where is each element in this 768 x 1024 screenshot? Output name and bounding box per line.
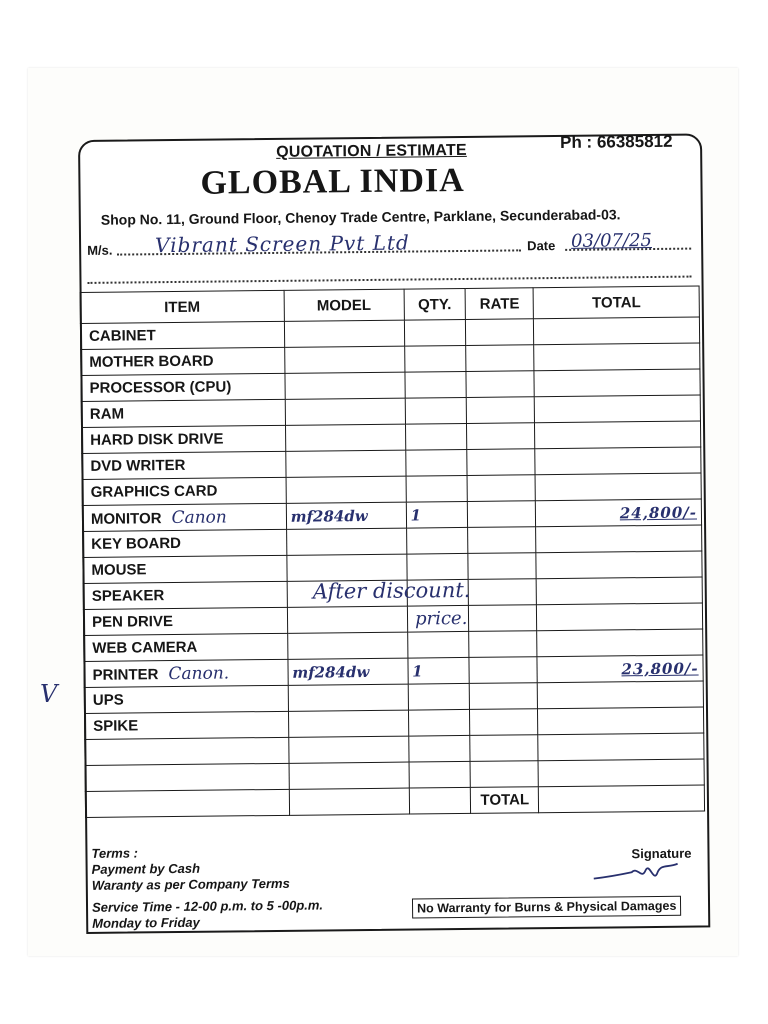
rate-cell bbox=[470, 709, 538, 736]
qty-cell bbox=[404, 345, 466, 372]
table-cell bbox=[289, 788, 409, 815]
qty-cell bbox=[406, 553, 468, 580]
table-cell bbox=[85, 789, 289, 817]
model-cell bbox=[288, 736, 408, 763]
total-cell bbox=[535, 447, 701, 475]
rate-cell bbox=[470, 683, 538, 710]
item-cell bbox=[84, 659, 288, 687]
item-cell bbox=[83, 529, 287, 557]
rate-cell bbox=[466, 345, 534, 372]
item-cell bbox=[82, 425, 286, 453]
column-header-item: ITEM bbox=[80, 290, 284, 323]
terms-title: Terms : bbox=[91, 845, 139, 861]
column-header-qty: QTY. bbox=[404, 288, 466, 320]
form-footer bbox=[91, 839, 704, 931]
rate-cell bbox=[467, 475, 535, 502]
item-label: CABINET bbox=[88, 327, 156, 345]
item-label: GRAPHICS CARD bbox=[90, 482, 218, 501]
item-label: PROCESSOR (CPU) bbox=[89, 378, 232, 397]
rate-cell bbox=[467, 397, 535, 424]
customer-name: Vibrant Screen Pvt Ltd bbox=[154, 230, 410, 258]
qty-cell bbox=[407, 631, 469, 658]
model-cell: mf284dw bbox=[286, 502, 406, 529]
model-cell bbox=[284, 320, 404, 347]
grand-total-label: TOTAL bbox=[471, 787, 539, 814]
total-cell bbox=[535, 421, 701, 449]
model-cell bbox=[286, 528, 406, 555]
item-label: MONITOR bbox=[90, 509, 162, 528]
handwritten-note-after-discount: After discount. bbox=[312, 577, 471, 604]
item-label: UPS bbox=[92, 691, 124, 709]
total-cell bbox=[534, 369, 700, 397]
model-cell: mf284dw bbox=[288, 658, 408, 685]
date-label: Date bbox=[527, 238, 556, 254]
phone-number: Ph : 66385812 bbox=[559, 131, 673, 152]
table-total-row bbox=[85, 785, 704, 817]
item-cell bbox=[83, 581, 287, 609]
column-header-rate: RATE bbox=[465, 288, 533, 320]
total-cell bbox=[536, 577, 702, 605]
item-label: WEB CAMERA bbox=[92, 638, 198, 657]
item-label: KEY BOARD bbox=[91, 534, 182, 553]
qty-cell bbox=[405, 423, 467, 450]
qty-cell bbox=[406, 527, 468, 554]
qty-cell bbox=[406, 475, 468, 502]
term-warranty: Waranty as per Company Terms bbox=[91, 875, 290, 893]
qty-cell bbox=[404, 319, 466, 346]
item-label: PRINTER bbox=[92, 665, 159, 684]
item-label: SPEAKER bbox=[91, 587, 165, 605]
item-cell bbox=[83, 607, 287, 635]
quotation-form bbox=[78, 133, 710, 933]
rate-cell bbox=[470, 735, 538, 762]
qty-cell bbox=[405, 371, 467, 398]
total-cell bbox=[535, 395, 701, 423]
rate-cell bbox=[469, 605, 537, 632]
rate-cell bbox=[466, 371, 534, 398]
item-cell bbox=[82, 477, 286, 505]
rate-cell bbox=[468, 501, 536, 528]
total-cell bbox=[538, 733, 704, 761]
second-dotted-line bbox=[87, 276, 691, 284]
signature-scribble bbox=[592, 858, 682, 889]
model-cell bbox=[284, 346, 404, 373]
qty-cell bbox=[405, 449, 467, 476]
model-cell bbox=[288, 684, 408, 711]
item-cell bbox=[85, 711, 289, 739]
customer-label: M/s. bbox=[87, 242, 113, 258]
form-title: QUOTATION / ESTIMATE bbox=[276, 141, 467, 161]
total-cell bbox=[537, 603, 703, 631]
item-cell bbox=[84, 685, 288, 713]
table-cell bbox=[409, 787, 471, 814]
item-label: HARD DISK DRIVE bbox=[90, 430, 224, 449]
rate-cell bbox=[470, 761, 538, 788]
total-cell bbox=[538, 681, 704, 709]
item-cell bbox=[82, 451, 286, 479]
total-cell bbox=[535, 473, 701, 501]
handwritten-note-price: price. bbox=[414, 607, 468, 630]
total-cell: 24,800/- bbox=[536, 499, 702, 527]
rate-cell bbox=[469, 631, 537, 658]
item-cell bbox=[85, 763, 289, 791]
item-cell bbox=[82, 503, 286, 531]
item-label: MOUSE bbox=[91, 561, 147, 579]
rate-cell bbox=[466, 319, 534, 346]
qty-cell: 1 bbox=[408, 657, 470, 684]
total-cell bbox=[534, 317, 700, 345]
rate-cell bbox=[468, 553, 536, 580]
item-cell bbox=[81, 373, 285, 401]
item-cell bbox=[80, 321, 284, 349]
total-cell bbox=[538, 707, 704, 735]
item-cell bbox=[81, 399, 285, 427]
rate-cell bbox=[469, 657, 537, 684]
item-cell bbox=[83, 555, 287, 583]
total-cell bbox=[534, 343, 700, 371]
qty-cell bbox=[405, 397, 467, 424]
column-header-model: MODEL bbox=[284, 289, 404, 321]
model-cell bbox=[285, 450, 405, 477]
items-table-body bbox=[80, 317, 704, 791]
margin-tick-mark: V bbox=[40, 680, 58, 708]
item-label: MOTHER BOARD bbox=[89, 352, 214, 371]
rate-cell bbox=[468, 527, 536, 554]
item-label: DVD WRITER bbox=[90, 456, 186, 475]
item-label: RAM bbox=[89, 405, 125, 423]
items-table bbox=[80, 285, 705, 817]
service-time: Service Time - 12-00 p.m. to 5 -00p.m. bbox=[91, 897, 324, 915]
model-cell bbox=[286, 476, 406, 503]
item-label: SPIKE bbox=[93, 717, 139, 735]
model-cell bbox=[289, 762, 409, 789]
model-cell bbox=[285, 424, 405, 451]
item-label: PEN DRIVE bbox=[91, 613, 173, 631]
handwritten-brand: Canon bbox=[171, 506, 227, 528]
rate-cell bbox=[467, 423, 535, 450]
item-cell bbox=[81, 347, 285, 375]
qty-cell: 1 bbox=[406, 501, 468, 528]
model-cell bbox=[287, 554, 407, 581]
item-cell bbox=[84, 633, 288, 661]
item-cell bbox=[85, 737, 289, 765]
warranty-disclaimer-box: No Warranty for Burns & Physical Damages bbox=[412, 896, 682, 919]
column-header-total: TOTAL bbox=[533, 286, 699, 319]
rate-cell bbox=[467, 449, 535, 476]
total-cell bbox=[538, 759, 704, 787]
qty-cell bbox=[408, 709, 470, 736]
total-cell bbox=[536, 551, 702, 579]
model-cell bbox=[287, 606, 407, 633]
signature-label: Signature bbox=[631, 845, 692, 862]
model-cell bbox=[285, 398, 405, 425]
total-cell bbox=[537, 629, 703, 657]
qty-cell bbox=[408, 683, 470, 710]
shop-name: GLOBAL INDIA bbox=[200, 161, 465, 202]
grand-total-value bbox=[539, 785, 705, 813]
qty-cell bbox=[408, 735, 470, 762]
model-cell bbox=[287, 632, 407, 659]
qty-cell bbox=[409, 761, 471, 788]
total-cell: 23,800/- bbox=[537, 655, 703, 683]
shop-address: Shop No. 11, Ground Floor, Chenoy Trade Centre, Parklane, Secunderabad-03. bbox=[100, 206, 621, 228]
model-cell bbox=[288, 710, 408, 737]
customer-row bbox=[87, 228, 691, 260]
total-cell bbox=[536, 525, 702, 553]
model-cell bbox=[285, 372, 405, 399]
handwritten-brand: Canon. bbox=[168, 662, 230, 684]
term-payment: Payment by Cash bbox=[91, 860, 201, 877]
service-days: Monday to Friday bbox=[92, 914, 200, 931]
rate-cell bbox=[469, 579, 537, 606]
date-value: 03/07/25 bbox=[570, 229, 653, 252]
